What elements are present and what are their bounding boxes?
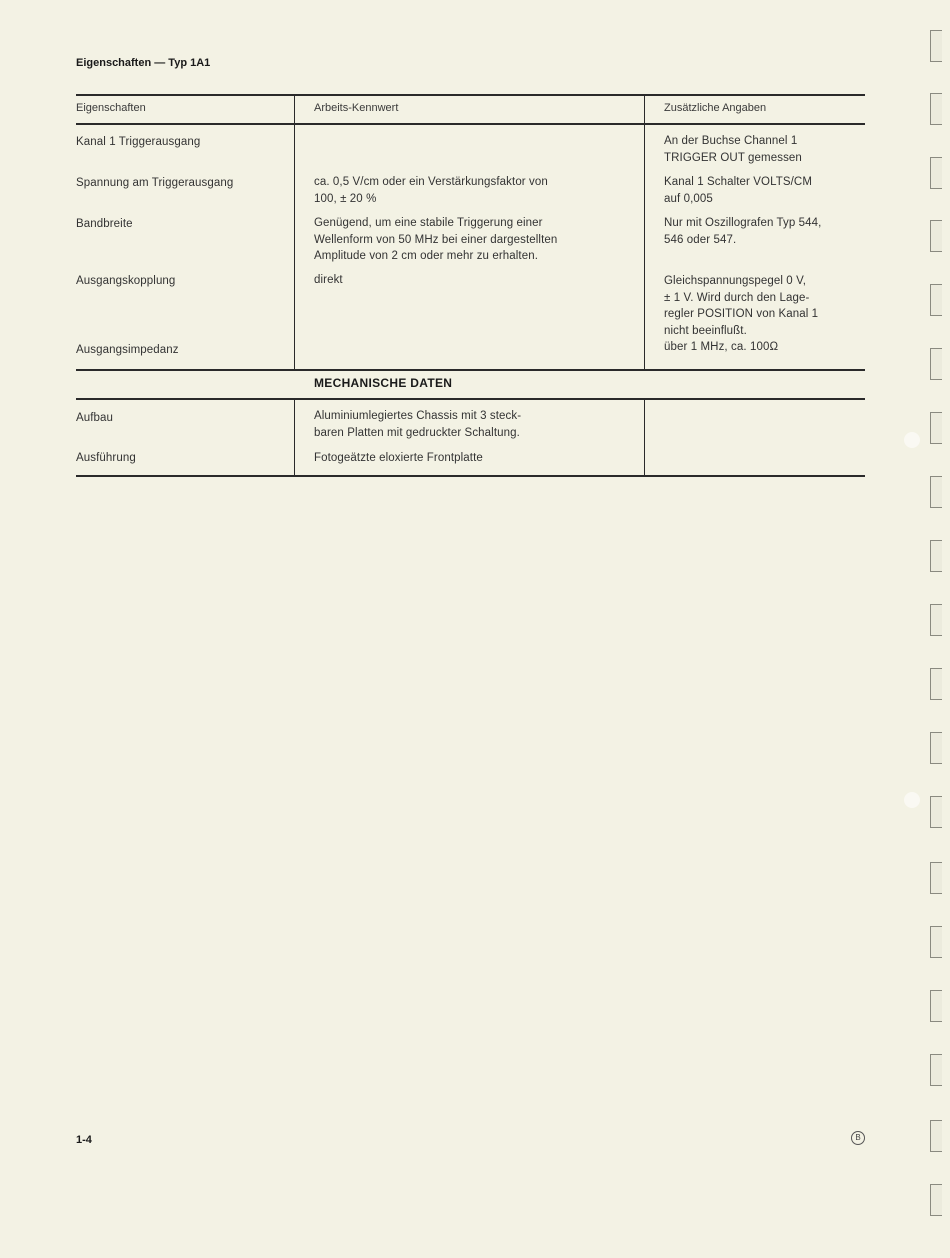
binder-tab xyxy=(930,284,942,316)
binder-hole xyxy=(904,792,920,808)
column-header-value: Arbeits-Kennwert xyxy=(314,102,399,114)
binder-tab xyxy=(930,604,942,636)
page-title: Eigenschaften — Typ 1A1 xyxy=(76,57,211,69)
binder-tab xyxy=(930,476,942,508)
row-bandwidth-notes xyxy=(664,215,869,248)
value-line: 100, ± 20 % xyxy=(314,192,377,205)
value-line: direkt xyxy=(314,274,343,286)
row-output-impedance-property: Ausgangsimpedanz xyxy=(76,344,179,356)
publisher-mark-icon: B xyxy=(851,1131,865,1145)
value-line: Genügend, um eine stabile Triggerung einer xyxy=(314,217,543,229)
note-line: Gleichspannungspegel 0 V, xyxy=(664,275,807,287)
row-output-coupling-notes xyxy=(664,273,864,356)
row-bandwidth-value xyxy=(314,215,634,265)
binder-tab xyxy=(930,157,942,189)
mechanical-divider-2 xyxy=(644,400,645,476)
value-line: Wellenform von 50 MHz bei einer dargestellten xyxy=(314,233,558,246)
table-bottom-rule xyxy=(76,369,865,371)
row-bandwidth-property: Bandbreite xyxy=(76,218,133,230)
mechanical-divider-1 xyxy=(294,400,295,476)
row-trigger-output-notes xyxy=(664,133,864,166)
note-line: Nur mit Oszillografen Typ 544, xyxy=(664,217,822,229)
mechanical-bottom-rule xyxy=(76,475,865,477)
row-construction-value xyxy=(314,408,634,441)
value-line: baren Platten mit gedruckter Schaltung. xyxy=(314,426,520,439)
binder-tab xyxy=(930,1120,942,1152)
value-line: Aluminiumlegiertes Chassis mit 3 steck- xyxy=(314,410,522,422)
column-divider-2 xyxy=(644,96,645,370)
note-line: auf 0,005 xyxy=(664,192,713,205)
section-rule xyxy=(76,398,865,400)
note-line: regler POSITION von Kanal 1 xyxy=(664,308,819,320)
column-header-notes: Zusätzliche Angaben xyxy=(664,102,767,114)
note-line: Kanal 1 Schalter VOLTS/CM xyxy=(664,176,813,188)
row-trigger-voltage-property: Spannung am Triggerausgang xyxy=(76,177,234,189)
row-output-coupling-value xyxy=(314,272,634,289)
binder-tab xyxy=(930,30,942,62)
note-line: ± 1 V. Wird durch den Lage- xyxy=(664,291,810,304)
binder-tab xyxy=(930,668,942,700)
section-title-mechanical: MECHANISCHE DATEN xyxy=(314,376,453,390)
binder-tab xyxy=(930,990,942,1022)
page-number: 1-4 xyxy=(76,1134,92,1146)
row-trigger-output-property: Kanal 1 Triggerausgang xyxy=(76,136,201,148)
column-header-properties: Eigenschaften xyxy=(76,102,146,114)
row-construction-property: Aufbau xyxy=(76,412,114,424)
binder-tab xyxy=(930,1054,942,1086)
table-top-rule xyxy=(76,94,865,96)
row-finish-value xyxy=(314,450,634,467)
note-line: TRIGGER OUT gemessen xyxy=(664,151,802,164)
binder-tab xyxy=(930,796,942,828)
binder-tab xyxy=(930,926,942,958)
binder-tab xyxy=(930,220,942,252)
value-line: ca. 0,5 V/cm oder ein Verstärkungsfaktor von xyxy=(314,176,548,188)
binder-tab xyxy=(930,732,942,764)
column-divider-1 xyxy=(294,96,295,370)
binder-hole xyxy=(904,432,920,448)
row-finish-property: Ausführung xyxy=(76,452,136,464)
note-line: 546 oder 547. xyxy=(664,233,737,246)
binder-tab xyxy=(930,348,942,380)
value-line: Amplitude von 2 cm oder mehr zu erhalten. xyxy=(314,250,538,262)
row-trigger-voltage-value xyxy=(314,174,634,207)
binder-tab xyxy=(930,93,942,125)
table-header-rule xyxy=(76,123,865,125)
binder-tab xyxy=(930,862,942,894)
binder-tab xyxy=(930,1184,942,1216)
note-line: nicht beeinflußt. xyxy=(664,324,747,337)
row-trigger-voltage-notes xyxy=(664,174,864,207)
value-line: Fotogeätzte eloxierte Frontplatte xyxy=(314,452,483,464)
row-output-coupling-property: Ausgangskopplung xyxy=(76,275,176,287)
binder-tab xyxy=(930,540,942,572)
binder-tab xyxy=(930,412,942,444)
note-line: An der Buchse Channel 1 xyxy=(664,135,798,147)
note-line: über 1 MHz, ca. 100Ω xyxy=(664,341,779,353)
